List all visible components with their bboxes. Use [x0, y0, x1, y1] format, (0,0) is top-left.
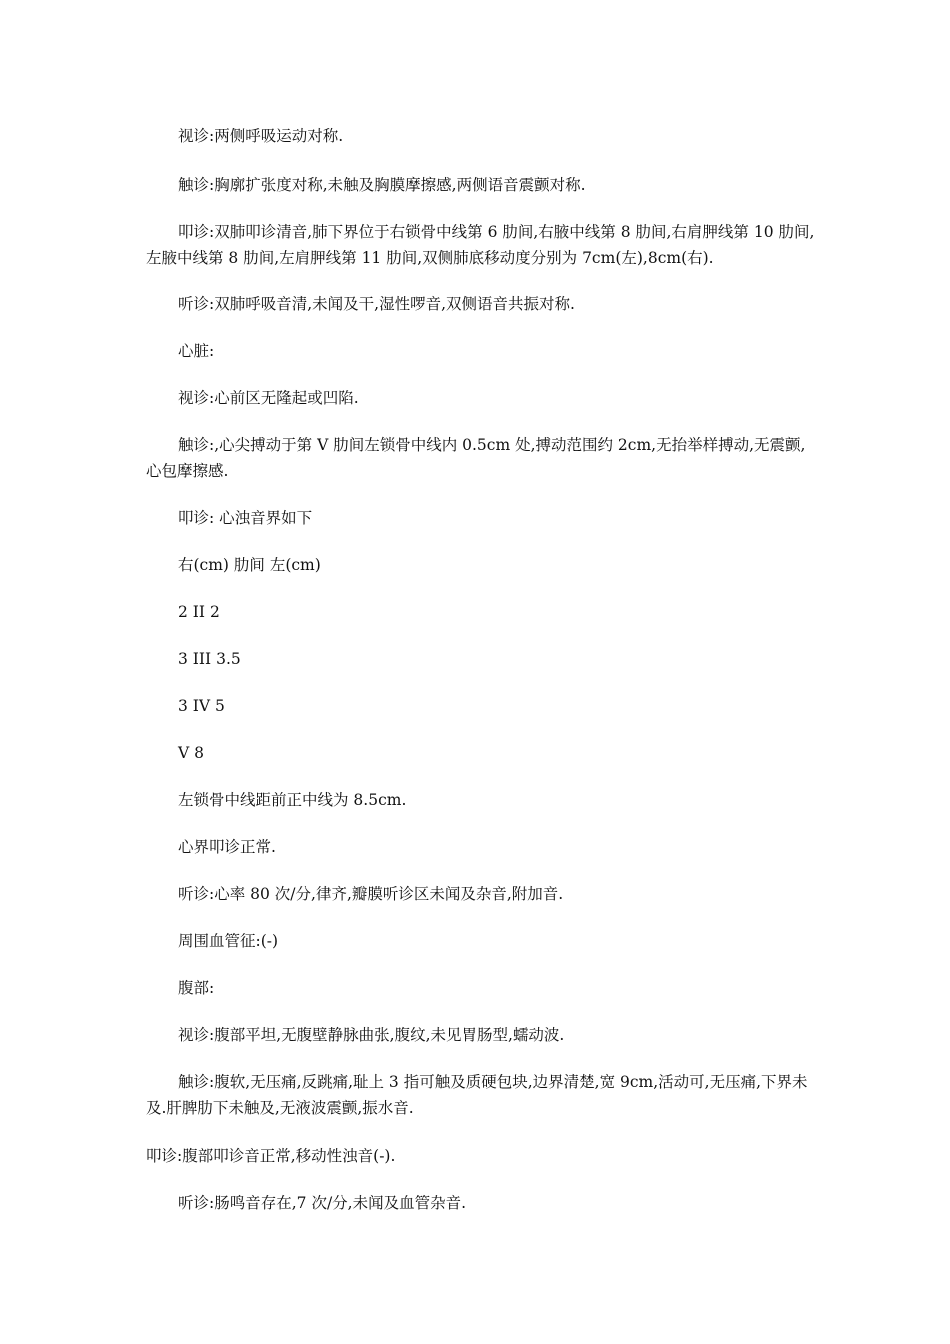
abdomen-palpation-paragraph: 触诊:腹软,无压痛,反跳痛,耻上 3 指可触及质硬包块,边界清楚,宽 9cm,活动可,无压痛,下界未及.肝脾肋下未触及,无液波震颤,振水音.: [146, 1073, 808, 1117]
chest-palpation-paragraph: 触诊:胸廓扩张度对称,未触及胸膜摩擦感,两侧语音震颤对称.: [178, 176, 586, 194]
chest-inspection-paragraph: 视诊:两侧呼吸运动对称.: [178, 127, 344, 145]
dullness-row-iii: 3 III 3.5: [178, 650, 241, 668]
heart-inspection-paragraph: 视诊:心前区无隆起或凹陷.: [178, 389, 359, 407]
dullness-row-v: V 8: [178, 744, 204, 762]
abdomen-heading: 腹部:: [178, 979, 215, 997]
peripheral-vascular-paragraph: 周围血管征:(-): [178, 932, 279, 950]
abdomen-inspection-paragraph: 视诊:腹部平坦,无腹壁静脉曲张,腹纹,未见胃肠型,蠕动波.: [178, 1026, 565, 1044]
chest-auscultation-paragraph: 听诊:双肺呼吸音清,未闻及干,湿性啰音,双侧语音共振对称.: [178, 295, 575, 313]
heart-palpation-paragraph: 触诊:,心尖搏动于第 V 肋间左锁骨中线内 0.5cm 处,搏动范围约 2cm,无抬举样搏动,无震颤,心包摩擦感.: [146, 436, 806, 480]
dullness-row-iv: 3 IV 5: [178, 697, 225, 715]
dullness-table-header: 右(cm) 肋间 左(cm): [178, 556, 321, 574]
heart-auscultation-paragraph: 听诊:心率 80 次/分,律齐,瓣膜听诊区未闻及杂音,附加音.: [178, 885, 564, 903]
abdomen-percussion-paragraph: 叩诊:腹部叩诊音正常,移动性浊音(-).: [146, 1147, 396, 1165]
heart-border-normal-paragraph: 心界叩诊正常.: [178, 838, 276, 856]
midclavicular-distance-paragraph: 左锁骨中线距前正中线为 8.5cm.: [178, 791, 407, 809]
abdomen-auscultation-paragraph: 听诊:肠鸣音存在,7 次/分,未闻及血管杂音.: [178, 1194, 467, 1212]
heart-percussion-paragraph: 叩诊: 心浊音界如下: [178, 509, 313, 527]
chest-percussion-paragraph: 叩诊:双肺叩诊清音,肺下界位于右锁骨中线第 6 肋间,右腋中线第 8 肋间,右肩胛线第 10 肋间,左腋中线第 8 肋间,左肩胛线第 11 肋间,双侧肺底移动度分别为 7cm(左),8cm(右).: [146, 223, 815, 267]
heart-heading: 心脏:: [178, 342, 215, 360]
dullness-row-ii: 2 II 2: [178, 603, 220, 621]
